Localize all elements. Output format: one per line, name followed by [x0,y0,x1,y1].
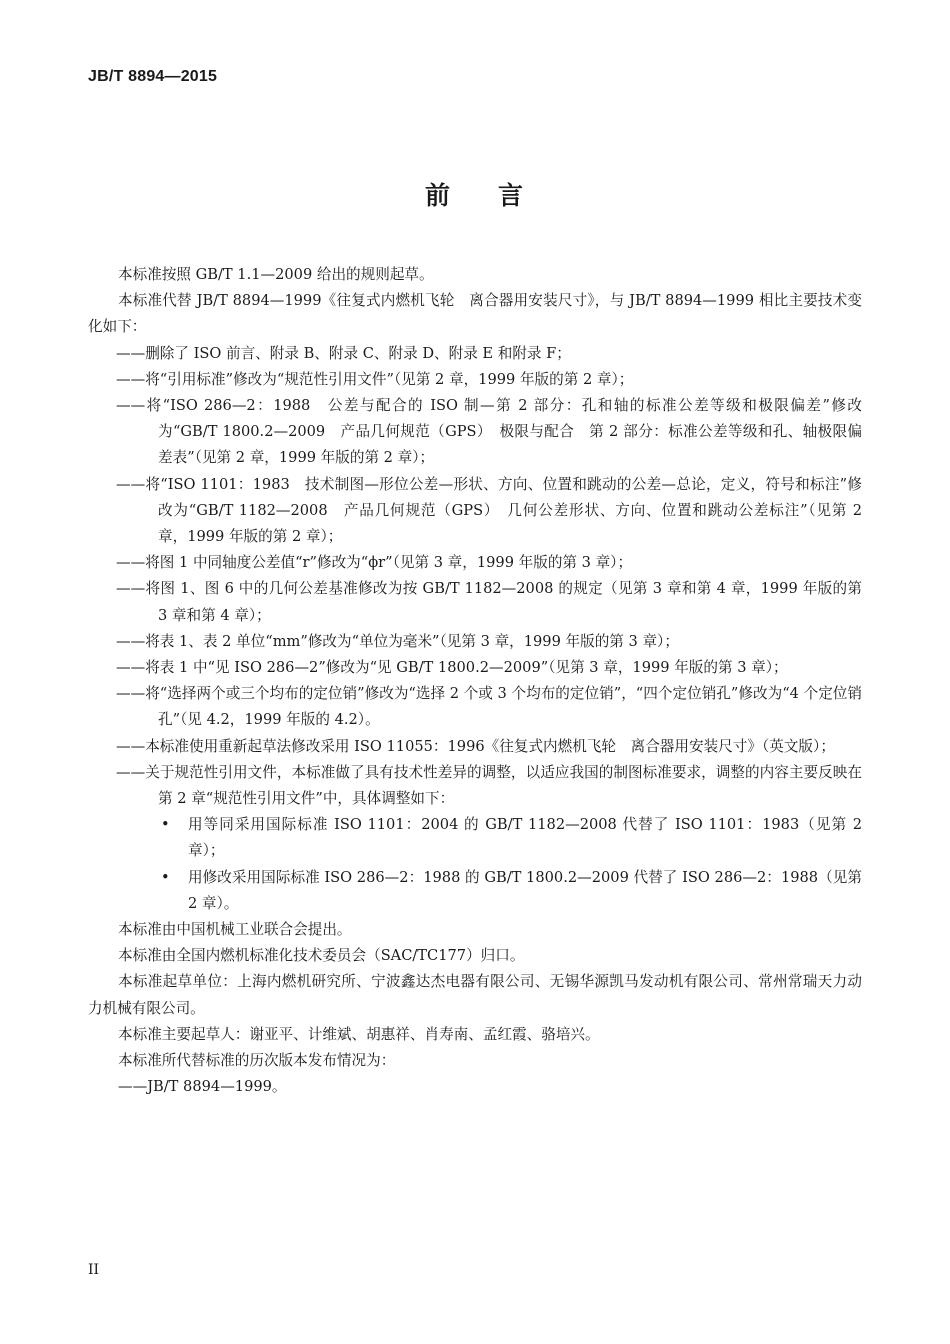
change-item: ——将表 1 中“见 ISO 286—2”修改为“见 GB/T 1800.2—2009”（见第 3 章，1999 年版的第 3 章）； [116,659,788,677]
intro-paragraph: 本标准代替 JB/T 8894—1999《往复式内燃机飞轮 离合器用安装尺寸》，与 JB/T 8894—1999 相比主要技术变化如下： [88,292,862,336]
history-item: ——JB/T 8894—1999。 [118,1078,287,1096]
bullet-text: 用修改采用国际标准 ISO 286—2：1988 的 GB/T 1800.2—2009 代替了 ISO 286—2：1988（见第 2 章）。 [188,868,862,912]
intro-paragraph: 本标准按照 GB/T 1.1—2009 给出的规则起草。 [118,266,434,283]
adjustment-bullet [88,865,862,917]
title-char-1: 前 [424,181,452,210]
closing-paragraph: 本标准主要起草人：谢亚平、计维斌、胡惠祥、肖寿南、孟红霞、骆培兴。 [118,1025,600,1043]
change-item: ——将“ISO 286—2：1988 公差与配合的 ISO 制—第 2 部分：孔和轴的标准公差等级和极限偏差”修改为“GB/T 1800.2—2009 产品几何规范（GPS） 极限与配合 第 2 部分：标准公差等级和孔、轴极限偏差表”（见第 2 章，1999 年版的第 2 章）； [116,397,862,467]
standard-code-header: JB/T 8894—2015 [88,68,218,85]
bullet-icon: • [161,816,170,834]
closing-paragraph: 本标准所代替标准的历次版本发布情况为： [118,1052,396,1070]
closing-paragraph: 本标准起草单位：上海内燃机研究所、宁波鑫达杰电器有限公司、无锡华源凯马发动机有限公司、常州常瑞天力动力机械有限公司。 [88,973,862,1017]
change-item: ——关于规范性引用文件，本标准做了具有技术性差异的调整，以适应我国的制图标准要求，调整的内容主要反映在第 2 章“规范性引用文件”中，具体调整如下： [116,763,862,808]
change-item: ——将“引用标准”修改为“规范性引用文件”（见第 2 章，1999 年版的第 2 章）； [116,370,634,388]
page-number: II [88,1262,100,1278]
adjustment-bullet [88,812,862,864]
closing-paragraph: 本标准由全国内燃机标准化技术委员会（SAC/TC177）归口。 [118,947,525,965]
page-title [0,176,950,212]
change-item: ——本标准使用重新起草法修改采用 ISO 11055：1996《往复式内燃机飞轮 离合器用安装尺寸》（英文版）； [116,737,835,755]
change-item: ——将“选择两个或三个均布的定位销”修改为“选择 2 个或 3 个均布的定位销”，“四个定位销孔”修改为“4 个定位销孔”（见 4.2，1999 年版的 4.2）。 [116,685,862,729]
change-item: ——删除了 ISO 前言、附录 B、附录 C、附录 D、附录 E 和附录 F； [116,344,571,362]
foreword-body [88,262,862,1101]
change-item: ——将表 1、表 2 单位“mm”修改为“单位为毫米”（见第 3 章，1999 年版的第 3 章）； [116,632,679,650]
bullet-text: 用等同采用国际标准 ISO 1101：2004 的 GB/T 1182—2008 代替了 ISO 1101：1983（见第 2 章）； [188,816,862,860]
change-item: ——将图 1 中同轴度公差值“r”修改为“ϕr”（见第 3 章，1999 年版的第 3 章）； [116,554,633,572]
bullet-icon: • [161,868,170,886]
closing-paragraph: 本标准由中国机械工业联合会提出。 [118,921,352,939]
change-item: ——将“ISO 1101：1983 技术制图—形位公差—形状、方向、位置和跳动的公差—总论，定义，符号和标注”修改为“GB/T 1182—2008 产品几何规范（GPS） 几何公差形状、方向、位置和跳动公差标注”（见第 2 章，1999 年版的第 2 章）； [116,475,862,546]
title-char-2: 言 [498,181,526,210]
change-item: ——将图 1、图 6 中的几何公差基准修改为按 GB/T 1182—2008 的规定（见第 3 章和第 4 章，1999 年版的第 3 章和第 4 章）； [116,580,862,624]
